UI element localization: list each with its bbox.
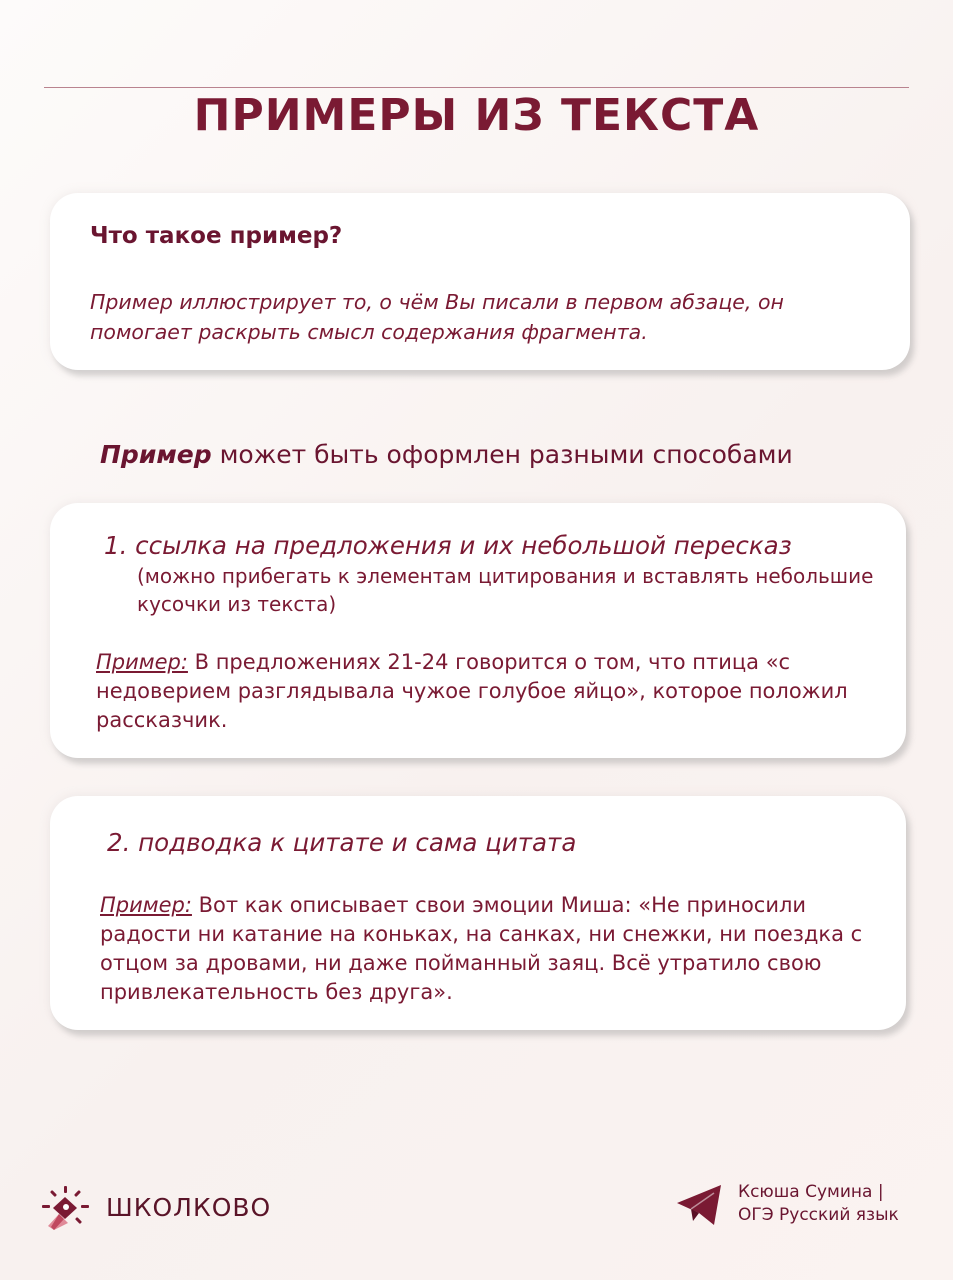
definition-text: Пример иллюстрирует то, о чём Вы писали в первом абзаце, он помогает раскрыть смысл содержания фрагмента. bbox=[90, 290, 784, 344]
example-text: Вот как описывает свои эмоции Миша: «Не приносили радости ни катание на коньках, на санках, ни снежки, ни поездка с отцом за дровами, ни даже пойманный заяц. Всё утратило свою привлекательность без друга». bbox=[100, 893, 863, 1004]
ways-heading-rest: может быть оформлен разными способами bbox=[211, 440, 793, 469]
author-caption bbox=[738, 1181, 899, 1227]
author-name: Ксюша Сумина | bbox=[738, 1182, 884, 1202]
method-title-1: 1. ссылка на предложения и их небольшой пересказ bbox=[104, 531, 792, 560]
method-card-2 bbox=[50, 796, 906, 1030]
method-example-2 bbox=[100, 891, 880, 1007]
ways-heading bbox=[100, 440, 793, 469]
method-title-2: 2. подводка к цитате и сама цитата bbox=[107, 828, 577, 857]
ways-heading-lead: Пример bbox=[100, 440, 212, 469]
author-course: ОГЭ Русский язык bbox=[738, 1205, 899, 1225]
page-title: ПРИМЕРЫ ИЗ ТЕКСТА bbox=[193, 90, 760, 141]
definition-card bbox=[50, 193, 910, 370]
method-card-1 bbox=[50, 503, 906, 758]
method-example-1 bbox=[96, 648, 876, 735]
example-text: В предложениях 21-24 говорится о том, что птица «с недоверием разглядывала чужое голубое яйцо», которое положил рассказчик. bbox=[96, 650, 848, 732]
telegram-icon bbox=[677, 1185, 723, 1225]
method-note-1: (можно прибегать к элементам цитирования и вставлять небольшие кусочки из текста) bbox=[137, 564, 874, 616]
example-label: Пример: bbox=[96, 650, 188, 674]
example-label: Пример: bbox=[100, 893, 192, 917]
definition-question: Что такое пример? bbox=[90, 223, 343, 249]
brand-name: ШКОЛКОВО bbox=[106, 1193, 272, 1222]
shkolkovo-logo-icon bbox=[42, 1186, 92, 1232]
top-divider bbox=[44, 87, 909, 88]
